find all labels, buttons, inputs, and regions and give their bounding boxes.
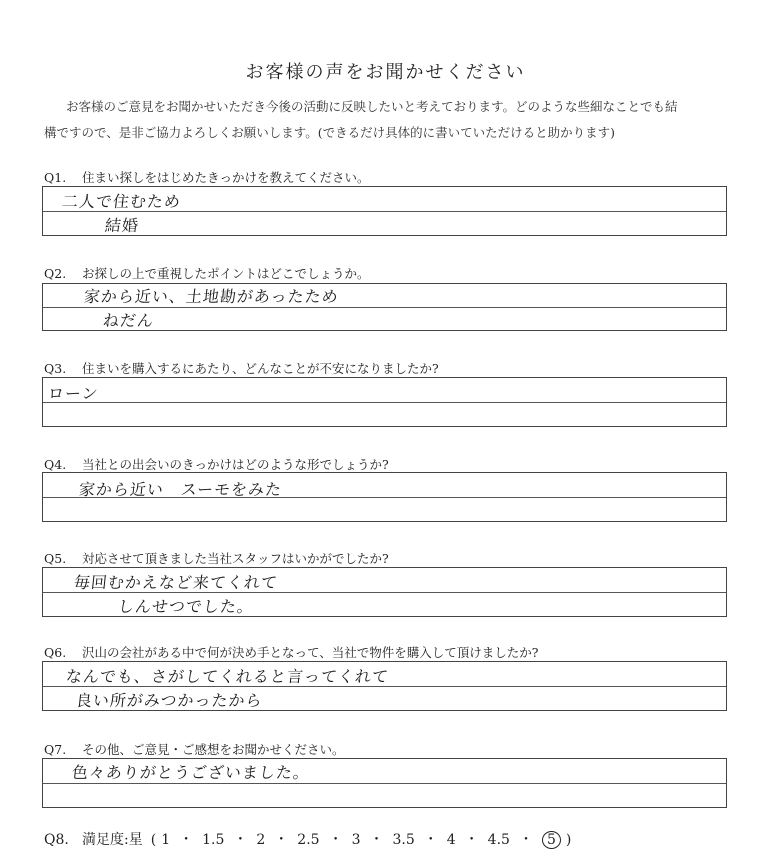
- rating-option-4[interactable]: 4: [446, 832, 456, 848]
- answer-box-3[interactable]: [42, 377, 727, 427]
- rating-options: [156, 832, 566, 848]
- question-number: Q5.: [44, 551, 67, 566]
- rating-option-1-5[interactable]: 1.5: [202, 832, 225, 848]
- answer-5-line-1: 毎回むかえなど来てくれて: [72, 573, 279, 592]
- question-2: [44, 264, 370, 282]
- answer-5-line-2: しんせつでした。: [116, 597, 255, 616]
- answer-1-line-2: 結婚: [103, 216, 140, 235]
- question-text: 対応させて頂きました当社スタッフはいかがでしたか?: [82, 551, 389, 566]
- satisfaction-rating: Q8. 満足度:星 ( 1 ・ 1.5 ・ 2 ・ 2.5 ・ 3 ・ 3.5 ・ 4 ・ 4.5 ・ 5 ): [44, 829, 571, 849]
- question-number: Q8.: [44, 832, 69, 848]
- intro-text: [44, 94, 734, 146]
- question-7: [44, 740, 345, 758]
- question-6: [44, 643, 538, 661]
- question-3: [44, 359, 439, 377]
- question-5: [44, 549, 389, 567]
- rating-separator: ・: [233, 832, 248, 848]
- rating-separator: ・: [464, 832, 479, 848]
- question-number: Q4.: [44, 457, 67, 472]
- answer-7-line-1: 色々ありがとうございました。: [70, 763, 311, 782]
- rating-separator: ・: [369, 832, 384, 848]
- intro-line-1: お客様のご意見をお聞かせいただき今後の活動に反映したいと考えております。どのような些細なことでも結: [66, 99, 678, 114]
- answer-6-line-1: なんでも、さがしてくれると言ってくれて: [64, 667, 390, 686]
- question-number: Q2.: [44, 266, 67, 281]
- answer-2-line-1: 家から近い、土地勘があったため: [82, 287, 340, 306]
- rating-separator: ・: [274, 832, 289, 848]
- rating-option-1[interactable]: 1: [161, 832, 171, 848]
- answer-1-line-1: 二人で住むため: [60, 192, 182, 211]
- question-text: 沢山の会社がある中で何が決め手となって、当社で物件を購入して頂けましたか?: [82, 645, 539, 660]
- intro-line-2: 構ですので、是非ご協力よろしくお願いします。(できるだけ具体的に書いていただけると助かります): [44, 125, 616, 140]
- rating-separator: ・: [423, 832, 438, 848]
- answer-4-line-1: 家から近い スーモをみた: [77, 480, 284, 499]
- answer-3-line-1: ローン: [46, 384, 100, 403]
- question-number: Q1.: [44, 170, 67, 185]
- rating-option-5[interactable]: 5: [542, 831, 561, 849]
- question-4: [44, 455, 389, 473]
- question-text: 住まい探しをはじめたきっかけを教えてください。: [82, 170, 370, 185]
- question-text: 住まいを購入するにあたり、どんなことが不安になりましたか?: [82, 361, 439, 376]
- rating-separator: ・: [328, 832, 343, 848]
- rating-option-3-5[interactable]: 3.5: [392, 832, 415, 848]
- satisfaction-label: 満足度:星: [82, 832, 143, 848]
- question-number: Q3.: [44, 361, 67, 376]
- question-1: [44, 168, 370, 186]
- answer-2-line-2: ねだん: [101, 311, 155, 330]
- answer-6-line-2: 良い所がみつかったから: [74, 691, 264, 710]
- rating-option-4-5[interactable]: 4.5: [487, 832, 510, 848]
- question-text: 当社との出会いのきっかけはどのような形でしょうか?: [82, 457, 389, 472]
- page-title: お客様の声をお聞かせください: [245, 62, 526, 83]
- question-number: Q6.: [44, 645, 67, 660]
- rating-option-2[interactable]: 2: [256, 832, 266, 848]
- rating-separator: ・: [179, 832, 194, 848]
- rating-option-2-5[interactable]: 2.5: [297, 832, 320, 848]
- rating-option-3[interactable]: 3: [351, 832, 361, 848]
- rating-separator: ・: [518, 832, 533, 848]
- question-text: その他、ご意見・ご感想をお聞かせください。: [82, 742, 345, 757]
- question-number: Q7.: [44, 742, 67, 757]
- question-text: お探しの上で重視したポイントはどこでしょうか。: [82, 266, 370, 281]
